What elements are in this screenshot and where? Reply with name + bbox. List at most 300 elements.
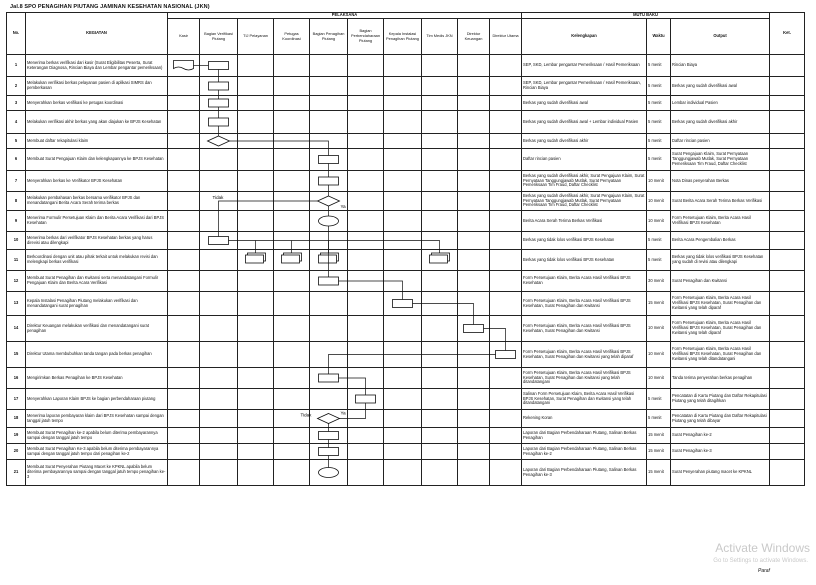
lane-cell: [200, 192, 238, 211]
keterangan-cell: [770, 211, 805, 232]
activity-cell: Menerima berkas verifikasi dari kasir (Surat Eligibilitas Peserta, Surat Keterangan Diagnosa, Rincian Biaya dan Lembar pengantar pemeriksaan): [26, 55, 168, 77]
lane-cell: [490, 250, 522, 271]
lane-cell: [348, 192, 384, 211]
lane-cell: [200, 96, 238, 111]
kelengkapan-cell: Laporan dari Bagian Perbendaharaan Piutang, Salinan Berkas Penagihan ke-2: [522, 444, 647, 460]
lane-cell: [274, 410, 310, 428]
header-kegiatan: KEGIATAN: [26, 13, 168, 55]
lane-cell: [200, 368, 238, 389]
kelengkapan-cell: Form Persetujuan Klaim, Berita Acara Hasil Verifikasi BPJS Kesehatan, Surat Penagihan dan Kwitansi: [522, 316, 647, 342]
waktu-cell: 15 menit: [647, 444, 671, 460]
lane-cell: [422, 428, 458, 444]
lane-cell: [458, 368, 490, 389]
lane-cell: [348, 316, 384, 342]
activate-windows-watermark: Activate Windows: [715, 541, 810, 555]
lane-cell: [310, 428, 348, 444]
lane-cell: [274, 428, 310, 444]
table-row: [7, 211, 805, 232]
lane-cell: [458, 134, 490, 149]
output-cell: Rincian Biaya: [671, 55, 770, 77]
keterangan-cell: [770, 428, 805, 444]
activity-cell: Membuat Surat Penagihan ke-2 apabila belum diterima pembayarannya sampai dengan tanggal jatuh tempo: [26, 428, 168, 444]
kelengkapan-cell: Berkas yang sudah diverifikasi awal: [522, 96, 647, 111]
keterangan-cell: [770, 134, 805, 149]
lane-cell: [458, 271, 490, 292]
keterangan-cell: [770, 149, 805, 171]
keterangan-cell: [770, 368, 805, 389]
lane-header-direktur-utama: Direktur Utama: [490, 19, 522, 55]
lane-cell: [348, 149, 384, 171]
activity-cell: Melakukan verifikasi akhir berkas yang akan diajukan ke BPJS Kesehatan: [26, 111, 168, 134]
lane-cell: [384, 250, 422, 271]
lane-cell: [458, 460, 490, 486]
lane-cell: [348, 410, 384, 428]
lane-cell: [422, 149, 458, 171]
lane-header-petugas-koordinasi: Petugas Koordinasi: [274, 19, 310, 55]
header-ket: Ket.: [770, 13, 805, 55]
output-cell: Nota Dinas penyerahan Berkas: [671, 171, 770, 192]
lane-cell: [200, 111, 238, 134]
lane-cell: [168, 171, 200, 192]
lane-cell: [422, 232, 458, 250]
lane-cell: [310, 316, 348, 342]
lane-cell: [490, 460, 522, 486]
row-number: 15: [7, 342, 26, 368]
kelengkapan-cell: Berkas yang sudah diverifikasi akhir, Surat Pengajuan Klaim, Surat Pernyataan Tanggungjawab Mutlak, Surat Pernyataan Pemeriksaan Tim Fraud, Daftar Checklist: [522, 192, 647, 211]
lane-cell: [422, 271, 458, 292]
lane-cell: [490, 389, 522, 410]
lane-cell: [200, 389, 238, 410]
lane-cell: [200, 232, 238, 250]
lane-cell: [274, 149, 310, 171]
output-cell: Surat Penyerahan piutang macet ke KPKNL: [671, 460, 770, 486]
lane-cell: [310, 77, 348, 96]
lane-cell: [238, 292, 274, 316]
lane-cell: [238, 368, 274, 389]
kelengkapan-cell: Form Persetujuan Klaim, Berita Acara Hasil Verifikasi BPJS Kesehatan, Surat Penagihan dan Kwitansi yang telah ditandatangani: [522, 368, 647, 389]
activity-cell: Menerima berkas dari verifikator BPJS Kesehatan berkas yang harus direvisi atau dilengkapi: [26, 232, 168, 250]
lane-cell: [310, 134, 348, 149]
lane-cell: [384, 149, 422, 171]
lane-cell: [274, 96, 310, 111]
lane-cell: [348, 96, 384, 111]
lane-cell: [310, 460, 348, 486]
activity-cell: Mengirimkan Berkas Penagihan ke BPJS Kesehatan: [26, 368, 168, 389]
row-number: 20: [7, 444, 26, 460]
lane-cell: [384, 232, 422, 250]
lane-cell: [238, 342, 274, 368]
ya-label: Ya: [340, 204, 346, 209]
lane-cell: [168, 250, 200, 271]
lane-cell: [168, 134, 200, 149]
kelengkapan-cell: Laporan dari Bagian Perbendaharaan Piutang, Salinan Berkas Penagihan ke-3: [522, 460, 647, 486]
lane-cell: [200, 211, 238, 232]
lane-cell: [238, 211, 274, 232]
output-cell: Berkas yang tidak lolos verifikasi BPJS Kesehatan yang sudah di revisi atau dilengkapi: [671, 250, 770, 271]
table-row: [7, 96, 805, 111]
table-row: [7, 271, 805, 292]
header-mutu-baku: MUTU BAKU: [522, 13, 770, 19]
lane-cell: [458, 410, 490, 428]
lane-cell: [168, 342, 200, 368]
lane-cell: [422, 389, 458, 410]
lane-cell: [384, 271, 422, 292]
lane-cell: [384, 211, 422, 232]
lane-cell: [200, 171, 238, 192]
lane-cell: [310, 111, 348, 134]
lane-cell: [200, 250, 238, 271]
lane-cell: [384, 55, 422, 77]
output-cell: Surat Penagihan ke-2: [671, 428, 770, 444]
keterangan-cell: [770, 389, 805, 410]
lane-cell: [422, 171, 458, 192]
kelengkapan-cell: Daftar rincian pasien: [522, 149, 647, 171]
waktu-cell: 10 menit: [647, 171, 671, 192]
lane-cell: [490, 428, 522, 444]
row-number: 2: [7, 77, 26, 96]
lane-cell: [422, 250, 458, 271]
activity-cell: Direktur Utama membubuhkan tanda tangan pada berkas penagihan: [26, 342, 168, 368]
lane-cell: [422, 342, 458, 368]
kelengkapan-cell: Berkas yang sudah diverifikasi awal + Lembar individual Pasien: [522, 111, 647, 134]
activity-cell: Membuat Surat Penagihan dan Kwitansi serta menandatangani Formulir Pengajuan Klaim dan Berita Acara Verifikasi: [26, 271, 168, 292]
lane-cell: [310, 149, 348, 171]
paraf-label: Paraf: [758, 568, 770, 574]
output-cell: Berkas yang sudah diverifikasi awal: [671, 77, 770, 96]
kelengkapan-cell: Laporan dari Bagian Perbendaharaan Piutang, Salinan Berkas Penagihan: [522, 428, 647, 444]
lane-cell: [310, 211, 348, 232]
header-no: No.: [7, 13, 26, 55]
lane-cell: [200, 55, 238, 77]
keterangan-cell: [770, 77, 805, 96]
waktu-cell: 15 menit: [647, 292, 671, 316]
lane-cell: [238, 444, 274, 460]
lane-cell: [490, 55, 522, 77]
keterangan-cell: [770, 232, 805, 250]
lane-cell: [458, 250, 490, 271]
lane-cell: [384, 428, 422, 444]
output-cell: Form Persetujuan Klaim, Berita Acara Hasil Verifikasi BPJS Kesehatan: [671, 211, 770, 232]
table-row: [7, 389, 805, 410]
row-number: 8: [7, 192, 26, 211]
lane-cell: [200, 271, 238, 292]
waktu-cell: 5 menit: [647, 77, 671, 96]
lane-header-kepala-instalasi: Kepala Instalasi Penagihan Piutang: [384, 19, 422, 55]
lane-cell: [348, 55, 384, 77]
lane-cell: [200, 316, 238, 342]
table-row: [7, 134, 805, 149]
lane-cell: [458, 292, 490, 316]
lane-cell: [200, 77, 238, 96]
keterangan-cell: [770, 342, 805, 368]
table-row: [7, 149, 805, 171]
lane-cell: [458, 55, 490, 77]
lane-cell: [490, 444, 522, 460]
activity-cell: Menerima laporan pembayaran klaim dari BPJS Kesehatan sampai dengan tanggal jatuh tempo: [26, 410, 168, 428]
kelengkapan-cell: Form Persetujuan Klaim, Berita Acara Hasil Verifikasi BPJS Kesehatan, Surat Penagihan dan Kwitansi yang telah diparaf: [522, 342, 647, 368]
table-row: [7, 460, 805, 486]
lane-cell: [310, 444, 348, 460]
lane-cell: [238, 111, 274, 134]
keterangan-cell: [770, 460, 805, 486]
waktu-cell: 10 menit: [647, 211, 671, 232]
lane-cell: [348, 389, 384, 410]
table-row: [7, 368, 805, 389]
waktu-cell: 5 menit: [647, 232, 671, 250]
lane-cell: [168, 389, 200, 410]
lane-cell: [238, 271, 274, 292]
lane-cell: [422, 192, 458, 211]
waktu-cell: 10 menit: [647, 316, 671, 342]
lane-cell: [200, 410, 238, 428]
lane-cell: [490, 134, 522, 149]
lane-cell: [490, 368, 522, 389]
table-row: [7, 192, 805, 211]
lane-cell: [422, 77, 458, 96]
lane-cell: [348, 211, 384, 232]
activity-cell: Membuat Surat Penagihan Ke-3 apabila belum diterima pembayarannya sampai dengan tanggal jatuh tempo dari penagihan ke-2: [26, 444, 168, 460]
lane-cell: [458, 77, 490, 96]
lane-cell: [200, 134, 238, 149]
lane-cell: [348, 250, 384, 271]
lane-cell: [422, 211, 458, 232]
lane-cell: [274, 111, 310, 134]
lane-cell: [310, 410, 348, 428]
lane-cell: [310, 342, 348, 368]
activity-cell: Direktur Keuangan melakukan verifikasi dan menandatangani surat penagihan: [26, 316, 168, 342]
lane-cell: [168, 77, 200, 96]
lane-cell: [458, 111, 490, 134]
keterangan-cell: [770, 444, 805, 460]
lane-cell: [168, 55, 200, 77]
row-number: 5: [7, 134, 26, 149]
keterangan-cell: [770, 271, 805, 292]
lane-cell: [274, 389, 310, 410]
lane-header-verifikasi-piutang: Bagian Verifikasi Piutang: [200, 19, 238, 55]
output-cell: Lembar individual Pasien: [671, 96, 770, 111]
table-row: [7, 410, 805, 428]
lane-cell: [348, 111, 384, 134]
lane-cell: [168, 211, 200, 232]
lane-cell: [384, 77, 422, 96]
lane-cell: [348, 342, 384, 368]
keterangan-cell: [770, 96, 805, 111]
row-number: 1: [7, 55, 26, 77]
output-cell: Berkas yang sudah diverifikasi akhir: [671, 111, 770, 134]
lane-cell: [200, 428, 238, 444]
lane-cell: [168, 111, 200, 134]
lane-cell: [422, 55, 458, 77]
lane-cell: [490, 192, 522, 211]
row-number: 4: [7, 111, 26, 134]
keterangan-cell: [770, 316, 805, 342]
table-row: [7, 428, 805, 444]
lane-cell: [490, 96, 522, 111]
output-cell: Form Persetujuan Klaim, Berita Acara Hasil Verifikasi BPJS Kesehatan, Surat Penagihan dan Kwitansi yang telah diparaf: [671, 316, 770, 342]
lane-cell: [310, 232, 348, 250]
lane-cell: [274, 292, 310, 316]
lane-cell: [490, 410, 522, 428]
lane-cell: [168, 192, 200, 211]
lane-cell: [310, 55, 348, 77]
lane-cell: [422, 444, 458, 460]
table-row: [7, 232, 805, 250]
kelengkapan-cell: SEP, SKD, Lembar pengantar Pemeriksaan / Hasil Pemeriksaan, Rincian Biaya: [522, 77, 647, 96]
output-cell: Daftar rincian pasien: [671, 134, 770, 149]
row-number: 18: [7, 410, 26, 428]
lane-header-tim-medis: Tim Medis JKN: [422, 19, 458, 55]
lane-cell: [310, 368, 348, 389]
output-cell: Surat Pengajuan Klaim, Surat Pernyataan Tanggungjawab Mutlak, Surat Pernyataan Pemeriksaan Tim Fraud, Daftar Checklist: [671, 149, 770, 171]
lane-cell: [168, 368, 200, 389]
lane-cell: [274, 271, 310, 292]
row-number: 3: [7, 96, 26, 111]
lane-cell: [458, 232, 490, 250]
lane-cell: [384, 368, 422, 389]
lane-cell: [238, 428, 274, 444]
lane-cell: [384, 171, 422, 192]
header-pelaksana: PELAKSANA: [168, 13, 522, 19]
lane-cell: [490, 171, 522, 192]
lane-cell: [458, 316, 490, 342]
kelengkapan-cell: Berkas yang tidak lolos verifikasi BPJS Kesehatan: [522, 250, 647, 271]
lane-cell: [384, 444, 422, 460]
lane-cell: [238, 192, 274, 211]
lane-header-kasir: Kasir: [168, 19, 200, 55]
lane-cell: [422, 96, 458, 111]
lane-cell: [490, 232, 522, 250]
table-row: [7, 292, 805, 316]
lane-cell: [490, 271, 522, 292]
lane-cell: [238, 149, 274, 171]
waktu-cell: 10 menit: [647, 192, 671, 211]
lane-cell: [348, 368, 384, 389]
lane-cell: [168, 96, 200, 111]
row-number: 6: [7, 149, 26, 171]
lane-cell: [348, 134, 384, 149]
lane-cell: [384, 316, 422, 342]
lane-cell: [490, 211, 522, 232]
lane-cell: [238, 96, 274, 111]
document-title: Jal.8 SPO PENAGIHAN PIUTANG JAMINAN KESEHATAN NASIONAL (JKN): [10, 4, 210, 10]
activity-cell: Membuat Surat Penyerahan Piutang Macet ke KPKNL apabila belum diterima pembayarannya sampai dengan tanggal jatuh tempo penagihan ke-3: [26, 460, 168, 486]
lane-cell: [490, 292, 522, 316]
waktu-cell: 5 menit: [647, 96, 671, 111]
activity-cell: Kepala Instalasi Penagihan Piutang melakukan verifikasi dan menandatangani surat penagihan: [26, 292, 168, 316]
lane-cell: [238, 77, 274, 96]
waktu-cell: 5 menit: [647, 111, 671, 134]
row-number: 10: [7, 232, 26, 250]
lane-cell: [458, 149, 490, 171]
kelengkapan-cell: Rekening Koran: [522, 410, 647, 428]
lane-cell: [348, 271, 384, 292]
row-number: 21: [7, 460, 26, 486]
table-row: [7, 55, 805, 77]
kelengkapan-cell: Form Persetujuan Klaim, Berita Acara Hasil Verifikasi BPJS Kesehatan, Surat Penagihan dan Kwitansi: [522, 292, 647, 316]
lane-cell: [422, 316, 458, 342]
lane-cell: [348, 460, 384, 486]
table-row: [7, 342, 805, 368]
waktu-cell: 5 menit: [647, 134, 671, 149]
lane-cell: [348, 77, 384, 96]
kelengkapan-cell: Berkas yang tidak lolos verifikasi BPJS Kesehatan: [522, 232, 647, 250]
keterangan-cell: [770, 250, 805, 271]
lane-cell: [384, 460, 422, 486]
lane-cell: [310, 292, 348, 316]
lane-cell: [274, 55, 310, 77]
table-row: [7, 77, 805, 96]
kelengkapan-cell: Berita Acara Serah Terima Berkas Verifikasi: [522, 211, 647, 232]
lane-cell: [274, 192, 310, 211]
lane-cell: [384, 410, 422, 428]
row-number: 11: [7, 250, 26, 271]
waktu-cell: 5 menit: [647, 149, 671, 171]
lane-cell: [458, 96, 490, 111]
lane-cell: [458, 428, 490, 444]
keterangan-cell: [770, 55, 805, 77]
kelengkapan-cell: Berkas yang sudah diverifikasi akhir, Surat Pengajuan Klaim, Surat Pernyataan Tanggungjawab Mutlak, Surat Pernyataan Pemeriksaan Tim Fraud, Daftar Checklist: [522, 171, 647, 192]
lane-cell: [274, 77, 310, 96]
waktu-cell: 10 menit: [647, 368, 671, 389]
lane-cell: [274, 460, 310, 486]
tidak-label: Tidak: [300, 412, 312, 418]
row-number: 19: [7, 428, 26, 444]
lane-cell: [238, 410, 274, 428]
lane-cell: [384, 292, 422, 316]
lane-cell: [274, 316, 310, 342]
lane-cell: [274, 368, 310, 389]
row-number: 14: [7, 316, 26, 342]
lane-cell: [238, 389, 274, 410]
lane-header-penagihan-piutang: Bagian Penagihan Piutang: [310, 19, 348, 55]
lane-cell: [238, 134, 274, 149]
lane-cell: [238, 316, 274, 342]
lane-cell: [238, 232, 274, 250]
table-row: [7, 111, 805, 134]
row-number: 12: [7, 271, 26, 292]
lane-cell: [168, 460, 200, 486]
lane-cell: [200, 342, 238, 368]
lane-cell: [458, 389, 490, 410]
lane-cell: [490, 342, 522, 368]
lane-cell: [384, 111, 422, 134]
waktu-cell: 5 menit: [647, 55, 671, 77]
row-number: 16: [7, 368, 26, 389]
output-cell: Berita Acara Pengembalian Berkas: [671, 232, 770, 250]
lane-cell: [458, 192, 490, 211]
waktu-cell: 15 menit: [647, 460, 671, 486]
lane-cell: [274, 171, 310, 192]
output-cell: Form Persetujuan Klaim, Berita Acara Hasil Verifikasi BPJS Kesehatan, Surat Penagihan dan Kwitansi yang telah diparaf: [671, 292, 770, 316]
header-waktu: Waktu: [647, 19, 671, 55]
lane-cell: [168, 149, 200, 171]
lane-cell: [168, 410, 200, 428]
lane-cell: [274, 250, 310, 271]
row-number: 13: [7, 292, 26, 316]
lane-cell: [422, 134, 458, 149]
output-cell: Form Persetujuan Klaim, Berita Acara Hasil Verifikasi BPJS Kesehatan, Surat Penagihan dan Kwitansi yang telah ditandatangani: [671, 342, 770, 368]
lane-cell: [310, 250, 348, 271]
lane-cell: [168, 232, 200, 250]
lane-cell: [384, 134, 422, 149]
row-number: 17: [7, 389, 26, 410]
keterangan-cell: [770, 410, 805, 428]
lane-cell: [384, 192, 422, 211]
lane-cell: [238, 250, 274, 271]
header-kelengkapan: Kelengkapan: [522, 19, 647, 55]
activity-cell: Berkoordinasi dengan unit atau pihak terkait untuk melakukan revisi dan melengkapi berkas verifikasi: [26, 250, 168, 271]
kelengkapan-cell: Salinan Form Persetujuan Klaim, Berita Acara Hasil Verifikasi BPJS Kesehatan, Surat Penagihan dan Kwitansi yang telah ditandatangani: [522, 389, 647, 410]
